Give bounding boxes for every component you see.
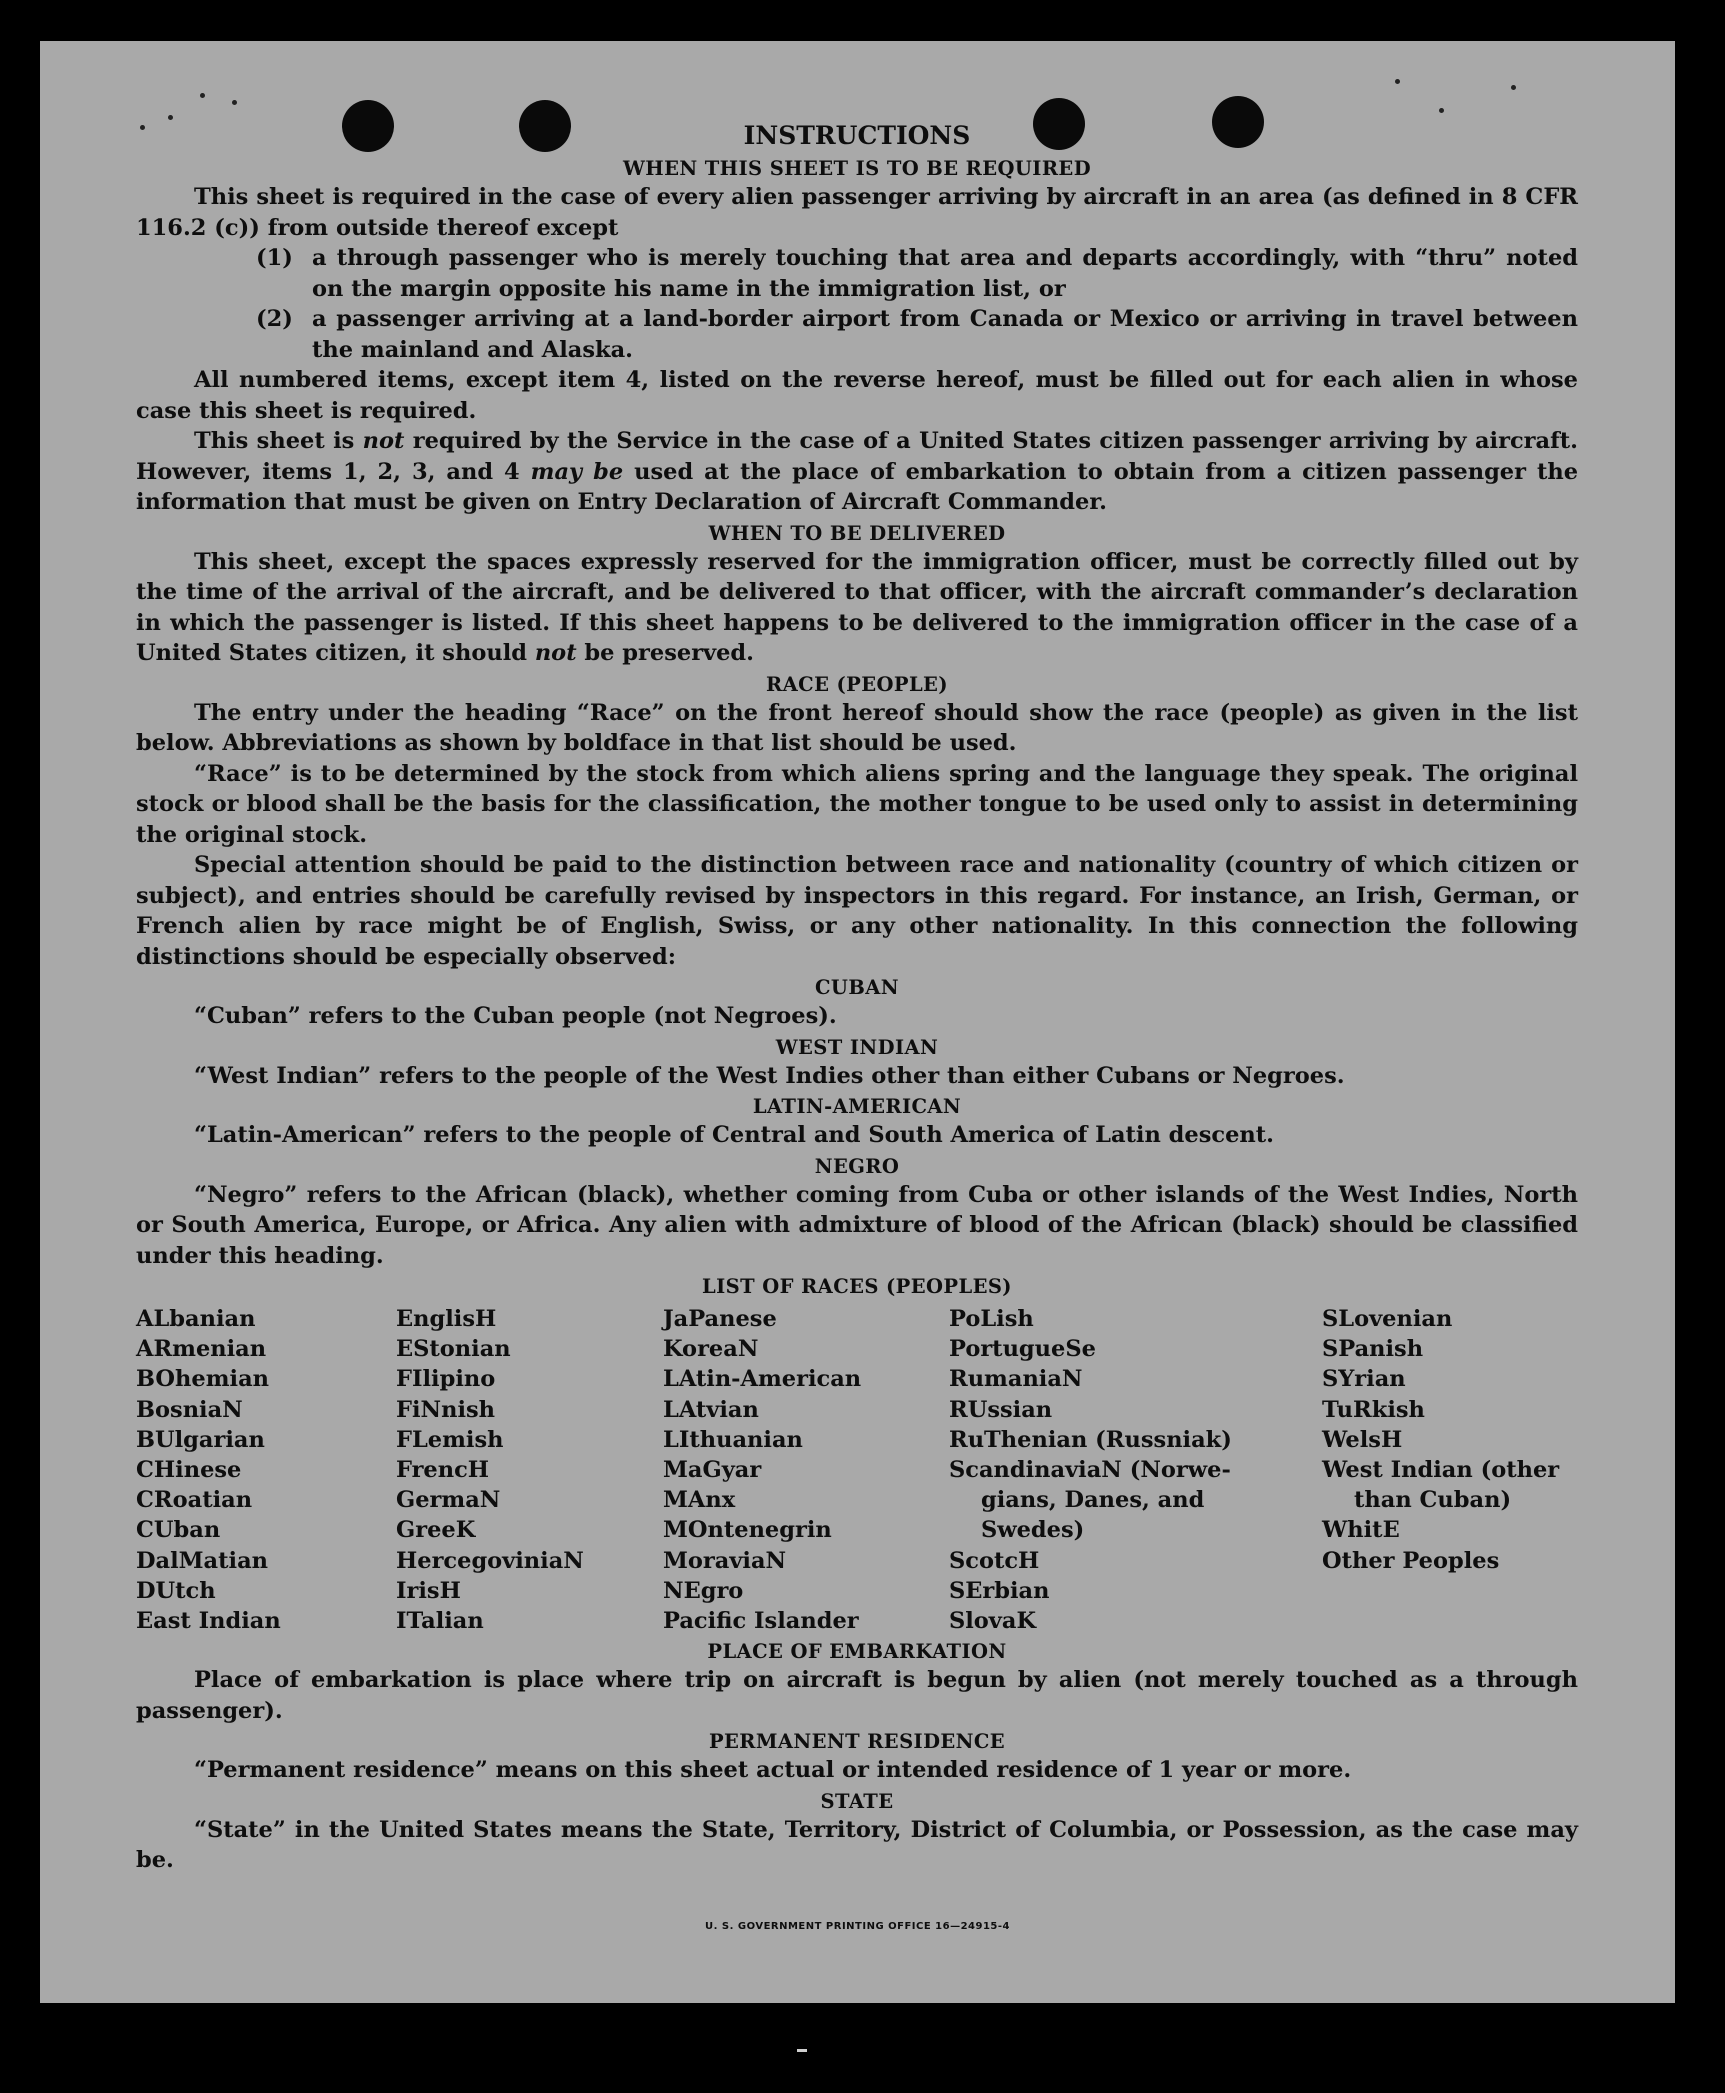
speck [1439,108,1444,113]
race-entry: CHinese [136,1457,242,1484]
heading-list-of-races: LIST OF RACES (PEOPLES) [702,1275,1012,1298]
races-list [136,1304,1578,1636]
race-entry: Other Peoples [1322,1547,1500,1574]
paragraph: Special attention should be paid to the distinction between race and nationality (country of which citizen or subject), and entries should be carefully revised by inspectors in this regard. For instance, an Irish, German, or French alien by race might be of English, Swiss, or any other nationality. In this connection the following distinctions should be especially observed: [136,852,1578,970]
race-entry: SYrian [1322,1366,1406,1393]
race-entry: East Indian [136,1608,281,1635]
document-page [40,41,1675,2003]
race-entry: than Cuban) [1354,1487,1512,1514]
race-entry: FIlipino [396,1366,496,1393]
heading-west-indian: WEST INDIAN [775,1035,939,1059]
paragraph: The entry under the heading “Race” on the front hereof should show the race (people) as given in the list below. Abbreviations as shown by boldface in that list should be used. [136,699,1578,756]
item-number: (1) [256,245,293,271]
paragraph: “West Indian” refers to the people of the West Indies other than either Cubans or Negroes. [194,1062,1345,1089]
race-entry: NEgro [663,1577,744,1604]
race-entry: West Indian (other [1322,1457,1560,1484]
race-entry: IrisH [396,1577,461,1604]
printer-imprint: U. S. GOVERNMENT PRINTING OFFICE 16—24915-4 [705,1921,1010,1932]
race-entry: BUlgarian [136,1426,265,1453]
race-entry: RuThenian (Russniak) [949,1426,1232,1453]
item-text: a through passenger who is merely touching that area and departs accordingly, with “thru” noted on the margin opposite his name in the immigration list, or [312,245,1578,302]
heading-race: RACE (PEOPLE) [766,672,948,696]
scan-mark [797,2049,807,2052]
text-run: This sheet, except the spaces expressly reserved for the immigration officer, must be correctly filled out by the time of the arrival of the aircraft, and be delivered to that officer, with the aircraft commander’s declaration in which the passenger is listed. If this sheet happens to be delivered to the immigration officer in the case of a United States citizen, it should [136,548,1578,666]
race-entry: PoLish [949,1306,1034,1332]
race-entry: EnglisH [396,1306,497,1332]
speck [1395,79,1400,84]
race-entry: FLemish [396,1426,504,1453]
race-entry: GreeK [396,1517,476,1544]
race-entry: LIthuanian [663,1426,803,1453]
list-item [136,243,1578,304]
race-entry: GermaN [396,1487,501,1514]
race-entry: DalMatian [136,1547,269,1574]
heading-negro: NEGRO [814,1154,900,1178]
race-entry: RumaniaN [949,1366,1083,1393]
heading-permanent-residence: PERMANENT RESIDENCE [708,1730,1006,1754]
paragraph: All numbered items, except item 4, listed on the reverse hereof, must be filled out for each alien in whose case this sheet is required. [136,367,1578,424]
race-entry: MOntenegrin [663,1517,832,1544]
races-column [1322,1304,1578,1636]
paragraph: “Race” is to be determined by the stock from which aliens spring and the language they speak. The original stock or blood shall be the basis for the classification, the mother tongue to be used only to assist in determining the original stock. [136,760,1578,848]
race-entry: SlovaK [949,1608,1037,1635]
race-entry: BOhemian [136,1366,270,1393]
italic-run: may be [530,458,624,485]
race-entry: LAtvian [663,1396,759,1423]
race-entry: KoreaN [663,1336,759,1363]
race-entry: MAnx [663,1487,736,1514]
paragraph: “Latin-American” refers to the people of Central and South America of Latin descent. [194,1122,1274,1148]
text-run: used at the place of embarkation to obtain from a citizen passenger the information that must be given on Entry Declaration of Aircraft Commander. [136,458,1579,515]
race-entry: Swedes) [981,1517,1085,1544]
race-entry: ARmenian [136,1336,267,1363]
race-entry: SPanish [1322,1336,1424,1363]
italic-run: not [534,640,577,666]
heading-cuban: CUBAN [815,976,899,999]
race-entry: EStonian [396,1336,511,1363]
speck [232,100,237,105]
paragraph: Place of embarkation is place where trip on aircraft is begun by alien (not merely touched as a through passenger). [136,1667,1578,1724]
race-entry: SErbian [949,1577,1050,1604]
race-entry: SLovenian [1322,1306,1453,1332]
text-run: be preserved. [576,640,755,666]
race-entry: CRoatian [136,1487,253,1514]
race-entry: PortugueSe [949,1336,1096,1363]
page-title: INSTRUCTIONS [743,121,971,150]
race-entry: CUban [136,1517,221,1544]
race-entry: gians, Danes, and [981,1487,1205,1514]
races-column [949,1304,1322,1636]
heading-when-required: WHEN THIS SHEET IS TO BE REQUIRED [622,157,1092,180]
paragraph: “State” in the United States means the State, Territory, District of Columbia, or Possession, as the case may be. [136,1816,1578,1874]
heading-when-delivered: WHEN TO BE DELIVERED [708,521,1006,545]
paragraph: “Permanent residence” means on this sheet actual or intended residence of 1 year or more. [194,1757,1352,1784]
heading-place-of-embarkation: PLACE OF EMBARKATION [707,1640,1007,1664]
race-entry: MoraviaN [663,1547,787,1574]
item-number: (2) [256,306,293,332]
race-entry: ScotcH [949,1547,1040,1574]
race-entry: ALbanian [136,1306,256,1332]
race-entry: TuRkish [1322,1396,1425,1423]
race-entry: ScandinaviaN (Norwe- [949,1457,1231,1484]
races-column [136,1304,396,1636]
heading-state: STATE [820,1789,894,1813]
speck [1511,85,1516,90]
race-entry: RUssian [949,1396,1053,1423]
race-entry: DUtch [136,1577,216,1604]
paragraph [136,547,1578,669]
paragraph: This sheet is required in the case of every alien passenger arriving by aircraft in an area (as defined in 8 CFR 116.2 (c)) from outside thereof except [136,184,1578,241]
race-entry: Pacific Islander [663,1608,859,1635]
text-run: required by the Service in the case of a United States citizen passenger arriving by aircraft. However, items 1, 2, 3, and 4 [136,428,1578,485]
races-column [396,1304,663,1636]
italic-run: not [362,428,405,454]
item-text: a passenger arriving at a land-border airport from Canada or Mexico or arriving in travel between the mainland and Alaska. [312,306,1578,363]
race-entry: FrencH [396,1457,490,1484]
race-entry: ITalian [396,1608,484,1635]
race-entry: WelsH [1322,1426,1403,1453]
race-entry: LAtin-American [663,1366,862,1393]
paragraph [136,426,1578,518]
race-entry: BosniaN [136,1396,243,1423]
race-entry: WhitE [1322,1517,1400,1544]
paragraph: “Negro” refers to the African (black), whether coming from Cuba or other islands of the West Indies, North or South America, Europe, or Africa. Any alien with admixture of blood of the African (black) should be classified under this heading. [136,1181,1578,1269]
race-entry: FiNnish [396,1396,496,1423]
instructions-content [136,119,1578,1876]
list-item [136,304,1578,365]
text-run: This sheet is [194,428,363,454]
speck [200,93,205,98]
paragraph: “Cuban” refers to the Cuban people (not Negroes). [194,1003,837,1029]
race-entry: JaPanese [663,1306,777,1332]
heading-latin-american: LATIN-AMERICAN [752,1095,962,1118]
race-entry: MaGyar [663,1457,762,1484]
races-column [663,1304,949,1636]
race-entry: HercegoviniaN [396,1547,584,1574]
